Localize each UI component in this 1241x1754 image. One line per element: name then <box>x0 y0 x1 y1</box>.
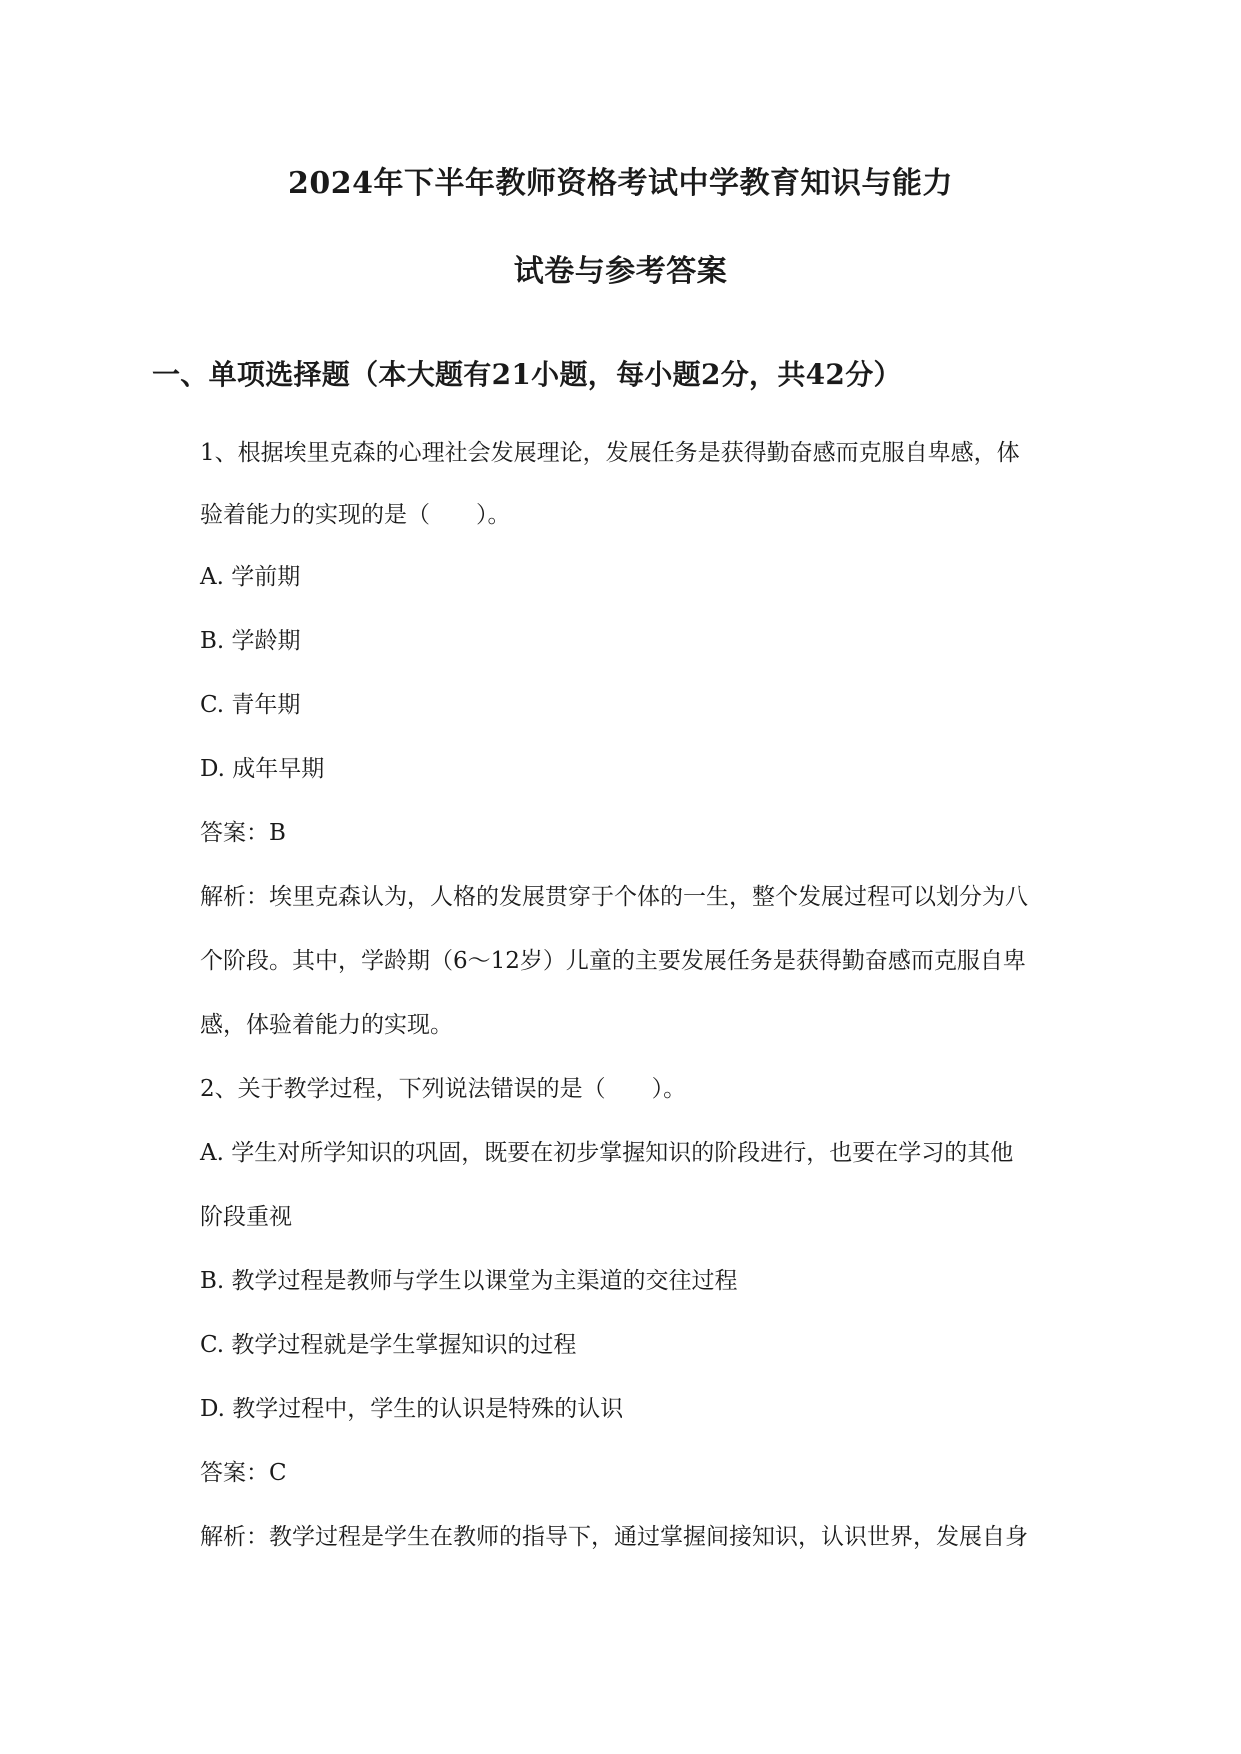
question-1-stem-line-2: 验着能力的实现的是（ ）。 <box>200 502 511 528</box>
document-subtitle: 试卷与参考答案 <box>513 254 728 289</box>
question-2-analysis-line-1: 解析：教学过程是学生在教师的指导下，通过掌握间接知识，认识世界，发展自身 <box>200 1524 1028 1550</box>
question-1-stem-line-1: 1、根据埃里克森的心理社会发展理论，发展任务是获得勤奋感而克服自卑感，体 <box>200 440 1020 466</box>
question-1-option-a: A. 学前期 <box>200 564 301 590</box>
question-1-analysis-line-1: 解析：埃里克森认为，人格的发展贯穿于个体的一生，整个发展过程可以划分为八 <box>200 884 1028 910</box>
question-2-option-b: B. 教学过程是教师与学生以课堂为主渠道的交往过程 <box>200 1268 738 1294</box>
question-1-option-d: D. 成年早期 <box>200 756 325 782</box>
section-heading: 一、单项选择题（本大题有21小题，每小题2分，共42分） <box>152 358 902 391</box>
question-2-option-a-line-1: A. 学生对所学知识的巩固，既要在初步掌握知识的阶段进行，也要在学习的其他 <box>200 1140 1014 1166</box>
question-1-option-b: B. 学龄期 <box>200 628 301 654</box>
question-2-option-c: C. 教学过程就是学生掌握知识的过程 <box>200 1332 577 1358</box>
question-1-analysis-line-2: 个阶段。其中，学龄期（6～12岁）儿童的主要发展任务是获得勤奋感而克服自卑 <box>200 948 1026 974</box>
question-1-answer: 答案：B <box>200 820 286 846</box>
question-1-analysis-line-3: 感，体验着能力的实现。 <box>200 1012 453 1038</box>
question-2-stem: 2、关于教学过程，下列说法错误的是（ ）。 <box>200 1076 687 1102</box>
question-2-option-d: D. 教学过程中，学生的认识是特殊的认识 <box>200 1396 624 1422</box>
question-2-answer: 答案：C <box>200 1460 287 1486</box>
question-1-option-c: C. 青年期 <box>200 692 301 718</box>
question-2-option-a-line-2: 阶段重视 <box>200 1204 292 1230</box>
document-title: 2024年下半年教师资格考试中学教育知识与能力 <box>288 166 953 201</box>
